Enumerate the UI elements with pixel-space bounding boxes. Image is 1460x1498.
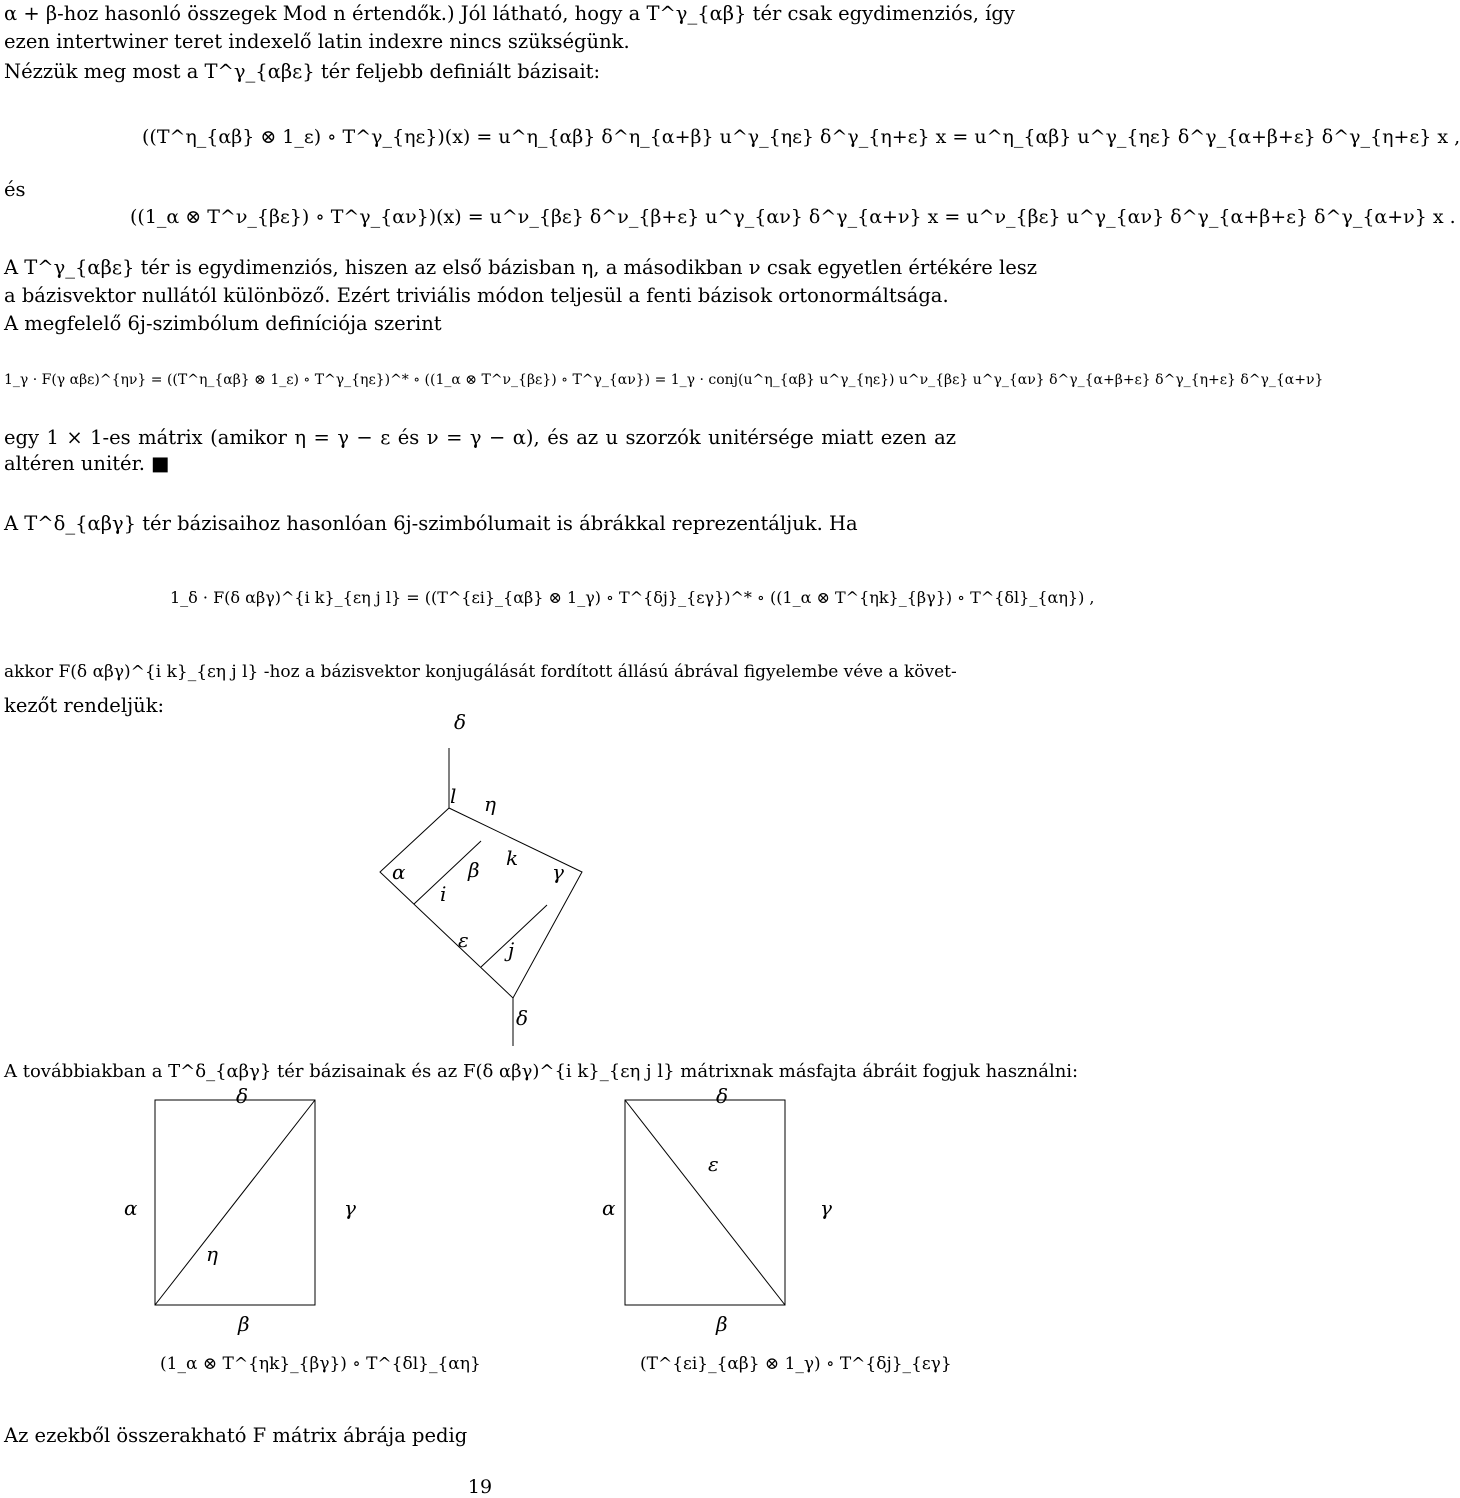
- diamond-label-beta: β: [468, 858, 480, 882]
- left-square-label-top: δ: [236, 1084, 249, 1108]
- text-line: A T^δ_{αβγ} tér bázisaihoz hasonlóan 6j-szimbólumait is ábrákkal reprezentáljuk. Ha: [4, 512, 858, 535]
- diamond-label-gamma: γ: [552, 860, 564, 884]
- text-line: kezőt rendeljük:: [4, 694, 165, 717]
- diamond-label-k: k: [506, 846, 519, 870]
- page-number: 19: [467, 1476, 493, 1498]
- diamond-label-eta: η: [484, 792, 496, 816]
- diamond-label-l: l: [450, 784, 457, 808]
- diamond-label-j: j: [508, 938, 515, 962]
- equation-3: 1_γ · F(γ αβε)^{ην} = ((T^η_{αβ} ⊗ 1_ε) ∘ T^γ_{ηε})^* ∘ ((1_α ⊗ T^ν_{βε}) ∘ T^γ_{αν}) = 1_γ · conj(u^η_{αβ} u^γ_{ηε}) u^ν_{βε} u^γ_{αν} δ^γ_{α+β+ε} δ^γ_{η+ε} δ^γ_{α+ν}: [4, 372, 1324, 388]
- right-square-diagonal: [625, 1100, 785, 1305]
- and-word: és: [4, 178, 26, 201]
- diamond-label-alpha: α: [392, 860, 406, 884]
- right-square-label-eps: ε: [708, 1152, 719, 1176]
- right-square-label-gamma: γ: [820, 1196, 832, 1220]
- left-square-caption: (1_α ⊗ T^{ηk}_{βγ}) ∘ T^{δl}_{αη}: [160, 1354, 481, 1374]
- text-line: Az ezekből összerakható F mátrix ábrája pedig: [4, 1424, 468, 1447]
- text-line: egy 1 × 1-es mátrix (amikor η = γ − ε és ν = γ − α), és az u szorzók unitérsége miatt ezen az: [4, 426, 956, 449]
- text-line: akkor F(δ αβγ)^{i k}_{εη j l} -hoz a bázisvektor konjugálását fordított állású ábrával figyelembe véve a követ-: [4, 662, 957, 682]
- right-square-caption: (T^{εi}_{αβ} ⊗ 1_γ) ∘ T^{δj}_{εγ}: [640, 1354, 952, 1374]
- diamond-label-bottom: δ: [516, 1006, 529, 1030]
- right-square-label-alpha: α: [602, 1196, 616, 1220]
- text-line: A megfelelő 6j-szimbólum definíciója szerint: [4, 312, 442, 335]
- equation-4: 1_δ · F(δ αβγ)^{i k}_{εη j l} = ((T^{εi}_{αβ} ⊗ 1_γ) ∘ T^{δj}_{εγ})^* ∘ ((1_α ⊗ T^{ηk}_{βγ}) ∘ T^{δl}_{αη}) ,: [170, 588, 1095, 607]
- diamond-label-i: i: [440, 882, 447, 906]
- text-line: a bázisvektor nullától különböző. Ezért triviális módon teljesül a fenti bázisok ortonormáltsága.: [4, 284, 949, 307]
- text-line: altéren unitér. ■: [4, 452, 170, 475]
- left-square-label-beta: β: [238, 1312, 250, 1336]
- diamond-label-eps: ε: [458, 928, 469, 952]
- right-square-label-beta: β: [716, 1312, 728, 1336]
- equation-2: ((1_α ⊗ T^ν_{βε}) ∘ T^γ_{αν})(x) = u^ν_{βε} δ^ν_{β+ε} u^γ_{αν} δ^γ_{α+ν} x = u^ν_{βε} u^γ_{αν} δ^γ_{α+β+ε} δ^γ_{α+ν} x .: [130, 206, 1456, 228]
- equation-1: ((T^η_{αβ} ⊗ 1_ε) ∘ T^γ_{ηε})(x) = u^η_{αβ} δ^η_{α+β} u^γ_{ηε} δ^γ_{η+ε} x = u^η_{αβ} u^γ_{ηε} δ^γ_{α+β+ε} δ^γ_{η+ε} x ,: [142, 126, 1460, 148]
- text-line: ezen intertwiner teret indexelő latin indexre nincs szükségünk.: [4, 30, 630, 53]
- right-square-label-top: δ: [716, 1084, 729, 1108]
- text-line: A továbbiakban a T^δ_{αβγ} tér bázisainak és az F(δ αβγ)^{i k}_{εη j l} mátrixnak másfajta ábráit fogjuk használni:: [4, 1061, 1079, 1082]
- text-line: Nézzük meg most a T^γ_{αβε} tér feljebb definiált bázisait:: [4, 60, 601, 83]
- diamond-label-top: δ: [454, 710, 467, 734]
- left-square-label-alpha: α: [124, 1196, 138, 1220]
- text-line: A T^γ_{αβε} tér is egydimenziós, hiszen az első bázisban η, a másodikban ν csak egyetlen értékére lesz: [4, 256, 1038, 279]
- left-square-diagonal: [155, 1100, 315, 1305]
- left-square-label-gamma: γ: [344, 1196, 356, 1220]
- left-square-label-eta: η: [206, 1242, 218, 1266]
- text-line: α + β-hoz hasonló összegek Mod n értendők.) Jól látható, hogy a T^γ_{αβ} tér csak egydimenziós, így: [4, 2, 1015, 25]
